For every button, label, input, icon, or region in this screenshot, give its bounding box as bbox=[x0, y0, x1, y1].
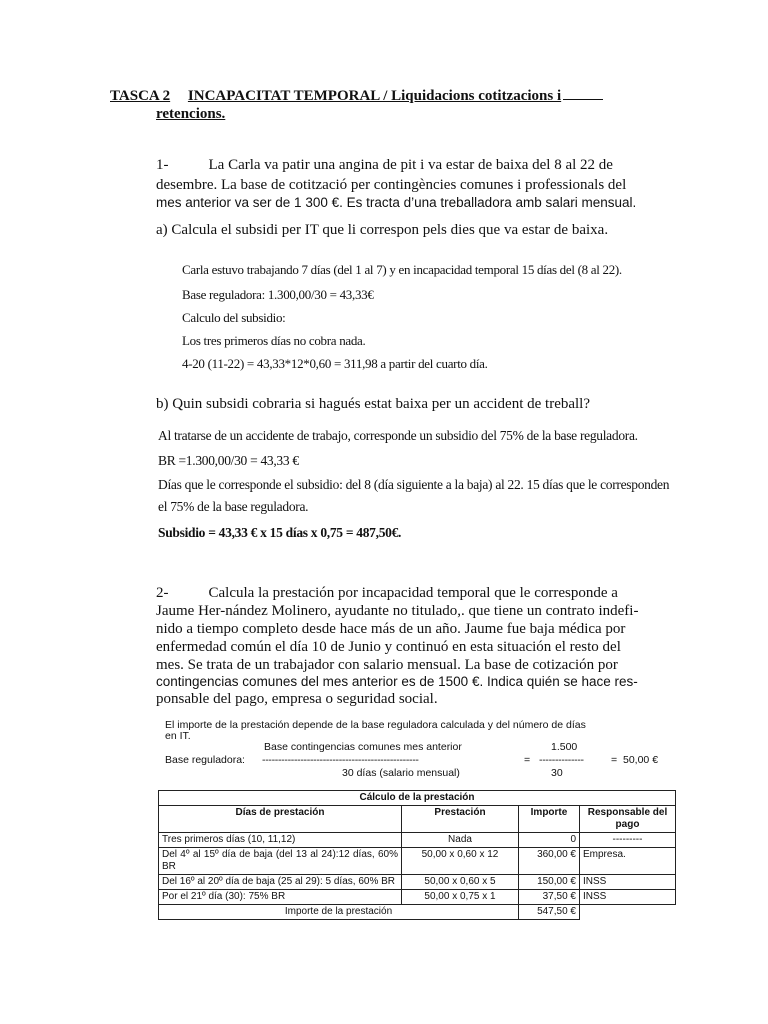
cell-prestation: 50,00 x 0,60 x 5 bbox=[402, 875, 519, 890]
answer-a-line: Calculo del subsidio: bbox=[182, 310, 286, 325]
cell-prestation: 50,00 x 0,75 x 1 bbox=[402, 890, 519, 905]
table-caption-row bbox=[159, 791, 676, 806]
total-label: Importe de la prestación bbox=[159, 905, 519, 920]
exercise2-number: 2- bbox=[156, 585, 169, 601]
cell-days: Del 4º al 15º día de baja (del 13 al 24):12 días, 60% BR bbox=[159, 848, 402, 875]
exercise2-line: ponsable del pago, empresa o seguridad social. bbox=[156, 691, 438, 707]
br-dashes-short: -------------- bbox=[539, 754, 584, 766]
cell-responsable: Empresa. bbox=[580, 848, 676, 875]
table-row bbox=[159, 890, 676, 905]
table-total-row bbox=[159, 905, 676, 920]
task-title: INCAPACITAT TEMPORAL / Liquidacions cotitzacions i bbox=[187, 88, 562, 104]
cell-importe: 150,00 € bbox=[519, 875, 580, 890]
cell-prestation: 50,00 x 0,60 x 12 bbox=[402, 848, 519, 875]
exercise1-line1 bbox=[156, 156, 656, 174]
exercise2-line: enfermedad común el día 10 de Junio y continuó en esta situación el resto del bbox=[156, 639, 621, 655]
answer-a-line: Carla estuvo trabajando 7 días (del 1 al 7) y en incapacidad temporal 15 días del (8 al 22). bbox=[182, 262, 622, 277]
cell-responsable: INSS bbox=[580, 875, 676, 890]
answer-b-line: BR =1.300,00/30 = 43,33 € bbox=[158, 453, 299, 468]
table-header-row bbox=[159, 806, 676, 833]
total-value: 547,50 € bbox=[519, 905, 580, 920]
cell-days: Del 16º al 20º día de baja (25 al 29): 5 días, 60% BR bbox=[159, 875, 402, 890]
exercise2-line: contingencias comunes del mes anterior es de 1500 €. Indica quién se hace res- bbox=[156, 674, 638, 689]
answer-b-result: Subsidio = 43,33 € x 15 días x 0,75 = 487,50€. bbox=[158, 525, 402, 540]
days-label: 30 días (salario mensual) bbox=[342, 767, 460, 779]
col-header-prestation: Prestación bbox=[402, 806, 519, 833]
cell-importe: 0 bbox=[519, 833, 580, 848]
answer-a-line: Base reguladora: 1.300,00/30 = 43,33€ bbox=[182, 287, 374, 302]
task-number: TASCA 2 bbox=[110, 88, 171, 104]
total-empty bbox=[580, 905, 676, 920]
table-row bbox=[159, 833, 676, 848]
exercise2-text1: Calcula la prestación por incapacidad temporal que le corresponde a bbox=[208, 585, 618, 601]
cell-importe: 360,00 € bbox=[519, 848, 580, 875]
prestation-intro-line2: en IT. bbox=[165, 730, 191, 742]
question-a: a) Calcula el subsidi per IT que li correspon pels dies que va estar de baixa. bbox=[156, 222, 609, 238]
br-label: Base reguladora: bbox=[165, 754, 245, 766]
answer-a-line: Los tres primeros días no cobra nada. bbox=[182, 333, 366, 348]
answer-b-line: Días que le corresponde el subsidio: del 8 (día siguiente a la baja) al 22. 15 días que le corresponden bbox=[158, 477, 670, 492]
exercise2-line: nido a tiempo completo desde hace más de un año. Jaume fue baja médica por bbox=[156, 621, 626, 637]
exercise1-number: 1- bbox=[156, 157, 169, 173]
exercise2-line: mes. Se trata de un trabajador con salario mensual. La base de cotización por bbox=[156, 657, 618, 673]
prestation-intro-line1: El importe de la prestación depende de la base reguladora calculada y del número de días bbox=[165, 719, 586, 731]
base-value: 1.500 bbox=[551, 741, 578, 753]
days-value: 30 bbox=[551, 767, 563, 779]
exercise2-line: Jaume Her-nández Molinero, ayudante no titulado,. que tiene un contrato indefi- bbox=[156, 603, 639, 619]
answer-b-line: Al tratarse de un accidente de trabajo, corresponde un subsidio del 75% de la base reguladora. bbox=[158, 428, 638, 443]
answer-b-line: el 75% de la base reguladora. bbox=[158, 499, 309, 514]
answer-a-line: 4-20 (11-22) = 43,33*12*0,60 = 311,98 a partir del cuarto día. bbox=[182, 356, 488, 371]
br-equals: = bbox=[524, 754, 531, 766]
exercise1-text1: La Carla va patir una angina de pit i va estar de baixa del 8 al 22 de bbox=[208, 157, 613, 173]
document-title bbox=[110, 86, 603, 105]
col-header-responsable: Responsable del pago bbox=[580, 806, 676, 833]
prestation-table bbox=[158, 790, 676, 920]
br-result: 50,00 € bbox=[623, 754, 659, 766]
cell-prestation: Nada bbox=[402, 833, 519, 848]
cell-responsable: INSS bbox=[580, 890, 676, 905]
cell-importe: 37,50 € bbox=[519, 890, 580, 905]
cell-days: Tres primeros días (10, 11,12) bbox=[159, 833, 402, 848]
table-row bbox=[159, 875, 676, 890]
exercise1-line3: mes anterior va ser de 1 300 €. Es tracta d’una treballadora amb salari mensual. bbox=[156, 195, 637, 210]
base-label: Base contingencias comunes mes anterior bbox=[264, 741, 462, 753]
table-caption: Cálculo de la prestación bbox=[159, 791, 676, 806]
col-header-days: Días de prestación bbox=[159, 806, 402, 833]
prestation-intro bbox=[165, 720, 685, 742]
exercise1-line2: desembre. La base de cotització per contingències comunes i professionals del bbox=[156, 177, 627, 193]
br-dashes: ------------------------------------------------- bbox=[262, 754, 419, 766]
table-row bbox=[159, 848, 676, 875]
exercise2-line1 bbox=[156, 584, 656, 602]
br-equals-2: = bbox=[611, 754, 618, 766]
cell-days: Por el 21º día (30): 75% BR bbox=[159, 890, 402, 905]
title-underline-blank bbox=[563, 86, 603, 100]
task-title-continuation: retencions. bbox=[156, 106, 226, 122]
cell-responsable: --------- bbox=[580, 833, 676, 848]
question-b: b) Quin subsidi cobraria si hagués estat baixa per un accident de treball? bbox=[156, 396, 591, 412]
col-header-importe: Importe bbox=[519, 806, 580, 833]
